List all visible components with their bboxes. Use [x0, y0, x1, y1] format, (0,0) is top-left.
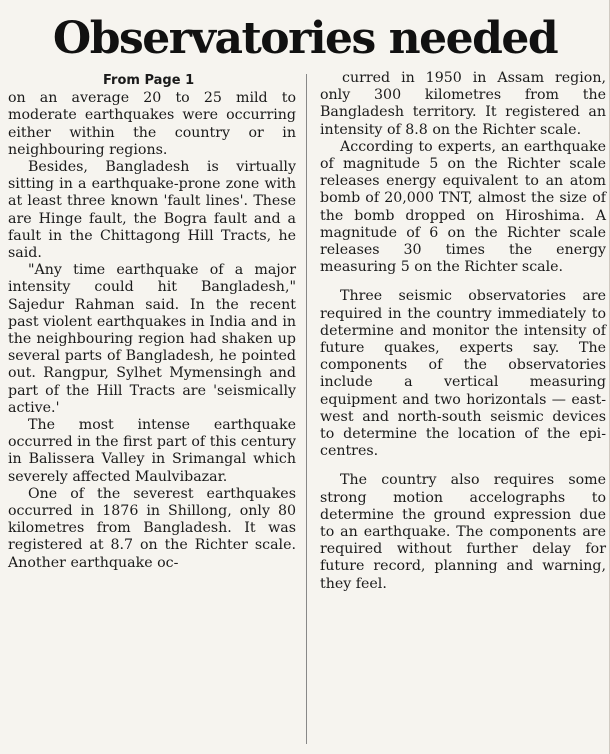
headline: Observatories needed — [52, 13, 558, 64]
paragraph: "Any time earthquake of a major intensity could hit Bangladesh," Sajedur Rahman said. In the recent past violent earthquakes in India and in the neighbouring region had shaken up several parts of Bangladesh, he pointed out. Rangpur, Sylhet Mymensingh and part of the Hill Tracts are 'seismically active.' — [8, 262, 296, 416]
paragraph: curred in 1950 in Assam region, only 300 kilometres from the Bangladesh territory. It registered an intensity of 8.8 on the Richter scale. — [320, 70, 606, 138]
paragraph: Besides, Bangladesh is virtually sitting in a earthquake-prone zone with at least three known 'fault lines'. These are Hinge fault, the Bogra fault and a fault in the Chittagong Hill Tracts, he said. — [8, 159, 296, 262]
paragraph: The country also requires some strong motion accelographs to determine the ground expression due to an earthquake. The components are required without further delay for future record, planning and warning, they feel. — [320, 472, 606, 592]
paragraph: Three seismic observatories are required in the country immediately to determine and monitor the intensity of future quakes, experts say. The components of the observatories include a vertical measuring equipment and two horizontals — east-west and north-south seismic devices to determine the location of the epi-centres. — [320, 288, 606, 460]
paragraph: One of the severest earthquakes occurred in 1876 in Shillong, only 80 kilometres from Bangladesh. It was registered at 8.7 on the Richter scale. Another earthquake oc- — [8, 485, 296, 571]
continuation-note: From Page 1 — [103, 73, 195, 88]
right-column — [320, 70, 606, 593]
left-column — [8, 70, 296, 572]
paragraph: on an average 20 to 25 mild to moderate earthquakes were occurring either within the country or in neighbouring regions. — [8, 90, 296, 158]
paragraph: The most intense earthquake occurred in the first part of this century in Balissera Valley in Srimangal which severely affected Maulvibazar. — [8, 417, 296, 485]
paragraph: According to experts, an earthquake of magnitude 5 on the Richter scale releases energy equivalent to an atom bomb of 20,000 TNT, almost the size of the bomb dropped on Hiroshima. A magnitude of 6 on the Richter scale releases 30 times the energy measuring 5 on the Richter scale. — [320, 138, 606, 276]
column-divider — [306, 74, 307, 744]
